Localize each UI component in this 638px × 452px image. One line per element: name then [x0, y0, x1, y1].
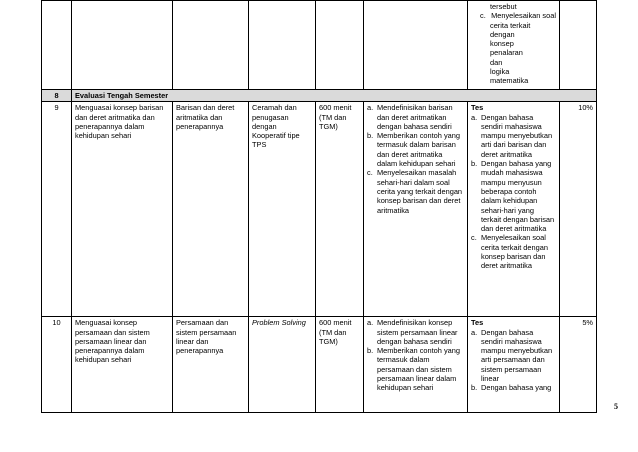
table-row	[42, 317, 597, 413]
list-item: c. Menyelesaikan soal cerita terkait dengan konsep barisan dan deret aritmatika	[471, 233, 556, 270]
line: c. Menyelesaikan soal	[491, 11, 556, 21]
continued-text: tersebut	[490, 2, 517, 11]
bahan-cell: Barisan dan deret aritmatika dan penerapannya	[173, 102, 249, 317]
continued-item-c	[480, 11, 556, 85]
list-item: b. Memberikan contoh yang termasuk dalam persamaan dan sistem persamaan linear dalam kehidupan sehari	[367, 346, 464, 392]
midterm-row	[42, 90, 597, 102]
line: matematika	[490, 76, 529, 86]
list-item: b. Memberikan contoh yang termasuk dalam barisan dan deret aritmatika dalam kehidupan sehari	[367, 131, 464, 168]
kriteria-cell	[468, 317, 560, 413]
list-item: a. Dengan bahasa sendiri mahasiswa mampu menyebutkan arti dari barisan dan deret aritmatika	[471, 113, 556, 159]
cell-empty	[173, 1, 249, 90]
waktu-cell: 600 menit (TM dan TGM)	[316, 102, 364, 317]
bobot-cell: 5%	[560, 317, 597, 413]
list-item: a. Mendefinisikan barisan dan deret aritmatikan dengan bahasa sendiri	[367, 103, 464, 131]
metode-cell: Ceramah dan penugasan dengan Kooperatif tipe TPS	[249, 102, 316, 317]
page-number: 5	[614, 402, 618, 411]
continued-row	[42, 1, 597, 90]
line: cerita terkait dengan	[490, 20, 531, 39]
cell-empty	[316, 1, 364, 90]
list-item: c. Menyelesaikan masalah sehari-hari dalam soal cerita yang terkait dengan konsep barisan dan deret aritmatika	[367, 168, 464, 214]
cell-empty	[249, 1, 316, 90]
cell-empty	[560, 1, 597, 90]
kemampuan-cell: Menguasai konsep barisan dan deret aritmatika dan penerapannya dalam kehidupan sehari	[72, 102, 173, 317]
kriteria-cell	[468, 102, 560, 317]
pengalaman-cell	[364, 102, 468, 317]
row-number: 9	[42, 102, 72, 317]
bobot-cell: 10%	[560, 102, 597, 317]
cell-empty	[364, 1, 468, 90]
list-item: a. Dengan bahasa sendiri mahasiswa mampu menyebutkan arti persamaan dan sistem persamaan linear	[471, 328, 556, 384]
list-item: b. Dengan bahasa yang mudah mahasiswa mampu menyusun beberapa contoh dalam kehidupan sehari-hari yang terkait dengan barisan dan deret aritmatika	[471, 159, 556, 233]
line: konsep penalaran	[490, 39, 523, 58]
table-row	[42, 102, 597, 317]
cell-empty	[42, 1, 72, 90]
bahan-cell: Persamaan dan sistem persamaan linear dan penerapannya	[173, 317, 249, 413]
metode-cell: Problem Solving	[249, 317, 316, 413]
kriteria-title: Tes	[471, 318, 484, 328]
waktu-cell: 600 menit (TM dan TGM)	[316, 317, 364, 413]
kemampuan-cell: Menguasai konsep persamaan dan sistem persamaan linear dan penerapannya dalam kehidupan sehari	[72, 317, 173, 413]
kriteria-title: Tes	[471, 103, 484, 113]
list-item: a. Mendefinisikan konsep sistem persamaan linear dengan bahasa sendiri	[367, 318, 464, 346]
row-number: 10	[42, 317, 72, 413]
midterm-number: 8	[42, 90, 72, 102]
line: dan logika	[490, 57, 510, 77]
cell-empty	[72, 1, 173, 90]
continued-criteria-cell	[468, 1, 560, 90]
midterm-label: Evaluasi Tengah Semester	[72, 90, 597, 102]
pengalaman-cell	[364, 317, 468, 413]
list-item: b. Dengan bahasa yang	[471, 383, 556, 392]
rps-table	[41, 0, 597, 413]
